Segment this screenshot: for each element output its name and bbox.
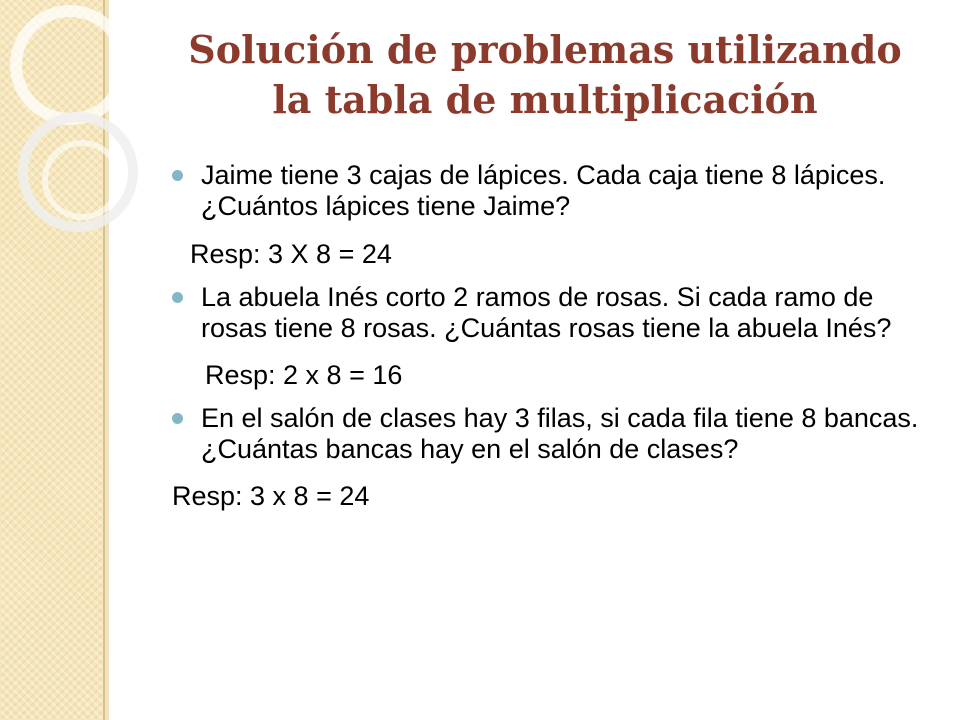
slide-title (150, 25, 940, 125)
problem-list (172, 160, 932, 512)
answer-text: Resp: 3 X 8 = 24 (190, 239, 392, 269)
problem-text: En el salón de clases hay 3 filas, si cada fila tiene 8 bancas. ¿Cuántas bancas hay en el salón de clases? (201, 403, 919, 464)
answer-text: Resp: 3 x 8 = 24 (172, 481, 370, 511)
problem-item (172, 282, 932, 344)
answer-text: Resp: 2 x 8 = 16 (205, 360, 403, 390)
decorative-ring (10, 5, 130, 125)
problem-item (172, 160, 932, 222)
problem-item (172, 403, 932, 465)
title-line-2: la tabla de multiplicación (272, 77, 818, 122)
title-line-1: Solución de problemas utilizando (188, 27, 902, 72)
problem-text: Jaime tiene 3 cajas de lápices. Cada caja tiene 8 lápices. ¿Cuántos lápices tiene Jaime? (201, 160, 886, 221)
problem-text: La abuela Inés corto 2 ramos de rosas. Si cada ramo de rosas tiene 8 rosas. ¿Cuántas rosas tiene la abuela Inés? (201, 282, 892, 343)
decorative-ring (42, 140, 122, 220)
